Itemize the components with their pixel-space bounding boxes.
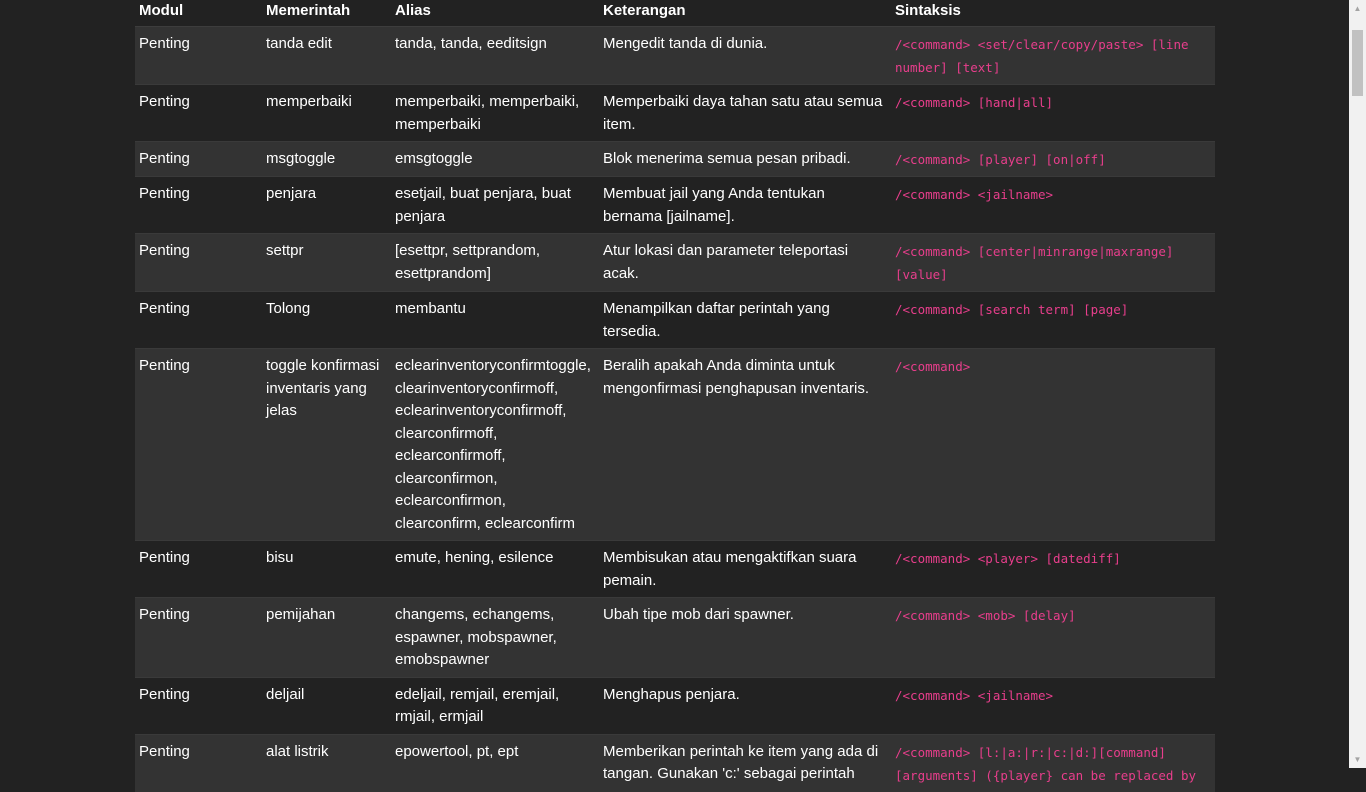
cell-command: bisu (262, 541, 391, 598)
scrollbar-thumb[interactable] (1352, 30, 1363, 96)
cell-alias: emsgtoggle (391, 142, 599, 177)
cell-alias: changems, echangems, espawner, mobspawner, emobspawner (391, 598, 599, 678)
cell-description: Memberikan perintah ke item yang ada di tangan. Gunakan 'c:' sebagai perintah (599, 734, 891, 792)
cell-modul: Penting (135, 292, 262, 349)
cell-modul: Penting (135, 734, 262, 792)
scroll-up-arrow-icon[interactable]: ▲ (1353, 4, 1362, 13)
cell-modul: Penting (135, 85, 262, 142)
cell-alias: tanda, tanda, eeditsign (391, 27, 599, 85)
commands-table (135, 0, 1215, 792)
cell-modul: Penting (135, 598, 262, 678)
table-row (135, 541, 1215, 598)
cell-syntax: /<command> <jailname> (891, 177, 1215, 234)
cell-syntax: /<command> [center|minrange|maxrange] [value] (891, 234, 1215, 292)
header-sintaksis: Sintaksis (891, 0, 1215, 27)
cell-alias: membantu (391, 292, 599, 349)
cell-description: Membisukan atau mengaktifkan suara pemain. (599, 541, 891, 598)
cell-command: deljail (262, 677, 391, 734)
cell-alias: emute, hening, esilence (391, 541, 599, 598)
table-row (135, 349, 1215, 541)
cell-description: Memperbaiki daya tahan satu atau semua item. (599, 85, 891, 142)
cell-modul: Penting (135, 27, 262, 85)
cell-command: pemijahan (262, 598, 391, 678)
cell-alias: memperbaiki, memperbaiki, memperbaiki (391, 85, 599, 142)
table-row (135, 677, 1215, 734)
cell-modul: Penting (135, 177, 262, 234)
cell-modul: Penting (135, 677, 262, 734)
cell-command: tanda edit (262, 27, 391, 85)
header-keterangan: Keterangan (599, 0, 891, 27)
cell-syntax: /<command> <jailname> (891, 677, 1215, 734)
cell-command: memperbaiki (262, 85, 391, 142)
cell-description: Menampilkan daftar perintah yang tersedia. (599, 292, 891, 349)
cell-syntax: /<command> (891, 349, 1215, 541)
table-row (135, 177, 1215, 234)
cell-command: msgtoggle (262, 142, 391, 177)
commands-table-container (135, 0, 1215, 792)
cell-syntax: /<command> <player> [datediff] (891, 541, 1215, 598)
cell-command: toggle konfirmasi inventaris yang jelas (262, 349, 391, 541)
table-row (135, 142, 1215, 177)
scroll-down-arrow-icon[interactable]: ▼ (1353, 755, 1362, 764)
cell-syntax: /<command> [hand|all] (891, 85, 1215, 142)
table-row (135, 734, 1215, 792)
cell-syntax: /<command> [player] [on|off] (891, 142, 1215, 177)
table-header-row (135, 0, 1215, 27)
cell-alias: edeljail, remjail, eremjail, rmjail, ermjail (391, 677, 599, 734)
cell-alias: eclearinventoryconfirmtoggle, clearinventoryconfirmoff, eclearinventoryconfirmoff, clearconfirmoff, eclearconfirmoff, clearconfirmon, eclearconfirmon, clearconfirm, eclearconfirm (391, 349, 599, 541)
cell-syntax: /<command> [search term] [page] (891, 292, 1215, 349)
cell-syntax: /<command> [l:|a:|r:|c:|d:][command] [arguments] ({player} can be replaced by (891, 734, 1215, 792)
cell-alias: [esettpr, settprandom, esettprandom] (391, 234, 599, 292)
cell-command: Tolong (262, 292, 391, 349)
cell-description: Mengedit tanda di dunia. (599, 27, 891, 85)
cell-description: Membuat jail yang Anda tentukan bernama [jailname]. (599, 177, 891, 234)
cell-description: Ubah tipe mob dari spawner. (599, 598, 891, 678)
cell-alias: epowertool, pt, ept (391, 734, 599, 792)
cell-syntax: /<command> <mob> [delay] (891, 598, 1215, 678)
header-alias: Alias (391, 0, 599, 27)
cell-description: Blok menerima semua pesan pribadi. (599, 142, 891, 177)
table-row (135, 292, 1215, 349)
cell-command: settpr (262, 234, 391, 292)
table-row (135, 85, 1215, 142)
cell-modul: Penting (135, 349, 262, 541)
cell-alias: esetjail, buat penjara, buat penjara (391, 177, 599, 234)
cell-description: Atur lokasi dan parameter teleportasi acak. (599, 234, 891, 292)
cell-description: Menghapus penjara. (599, 677, 891, 734)
table-row (135, 27, 1215, 85)
vertical-scrollbar[interactable] (1349, 0, 1366, 768)
header-memerintah: Memerintah (262, 0, 391, 27)
table-row (135, 234, 1215, 292)
cell-syntax: /<command> <set/clear/copy/paste> [line number] [text] (891, 27, 1215, 85)
cell-modul: Penting (135, 142, 262, 177)
cell-modul: Penting (135, 234, 262, 292)
header-modul: Modul (135, 0, 262, 27)
table-row (135, 598, 1215, 678)
cell-command: alat listrik (262, 734, 391, 792)
cell-command: penjara (262, 177, 391, 234)
cell-description: Beralih apakah Anda diminta untuk mengonfirmasi penghapusan inventaris. (599, 349, 891, 541)
cell-modul: Penting (135, 541, 262, 598)
